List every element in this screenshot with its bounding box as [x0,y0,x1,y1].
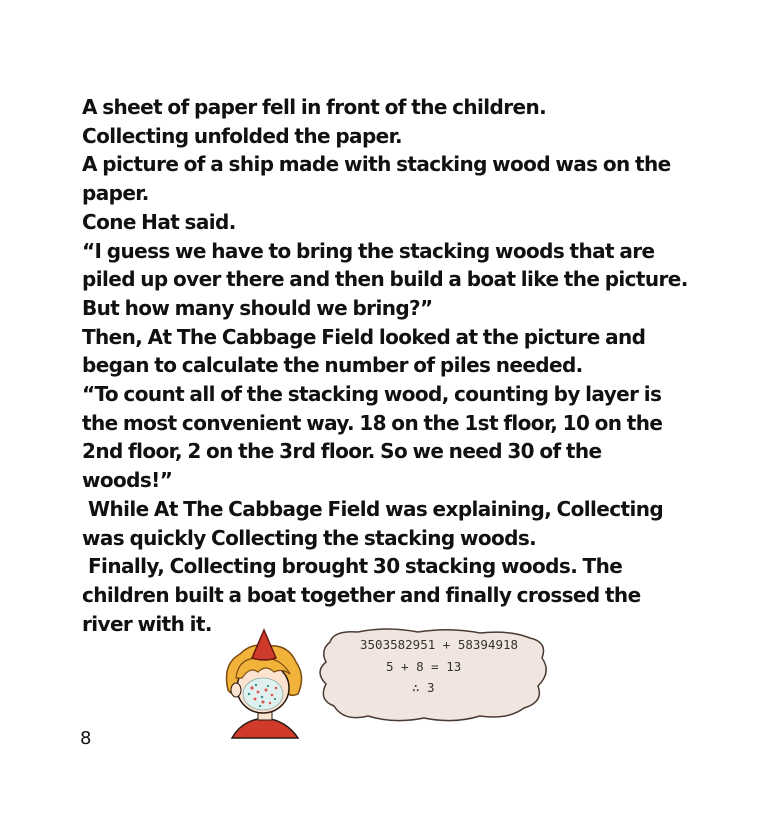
cone-hat-character [227,630,302,738]
story-line: Then, At The Cabbage Field looked at the picture and [82,324,646,349]
story-line: was quickly Collecting the stacking woods. [82,525,537,550]
story-line: Cone Hat said. [82,209,236,234]
story-line: Finally, Collecting brought 30 stacking woods. The [88,554,623,579]
story-line: A sheet of paper fell in front of the children. [82,95,547,119]
bubble-equation: 5 + 8 = 13 [386,659,462,674]
story-line: the most convenient way. 18 on the 1st floor, 10 on the [82,410,663,435]
story-line: “I guess we have to bring the stacking woods that are [82,238,655,263]
character-illustration [218,628,553,743]
story-line: paper. [82,181,149,206]
page-number: 8 [80,728,92,749]
story-line: While At The Cabbage Field was explaining, Collecting [88,496,664,521]
bubble-answer: ∴ 3 [412,680,435,695]
story-line: Collecting unfolded the paper. [82,123,403,148]
thought-bubble [320,629,546,721]
story-line: But how many should we bring?” [82,295,433,320]
story-line: children built a boat together and finally crossed the [82,582,641,607]
story-line: piled up over there and then build a boat like the picture. [82,267,688,292]
story-line: began to calculate the number of piles needed. [82,353,583,378]
story-line: 2nd floor, 2 on the 3rd floor. So we need 30 of the [82,439,602,464]
story-line: woods!” [82,468,173,493]
bubble-equation: 3503582951 + 58394918 [360,637,519,652]
story-line: “To count all of the stacking wood, counting by layer is [82,382,662,407]
story-text [82,93,688,638]
story-line: A picture of a ship made with stacking wood was on the [82,152,671,177]
story-line: river with it. [82,611,212,636]
